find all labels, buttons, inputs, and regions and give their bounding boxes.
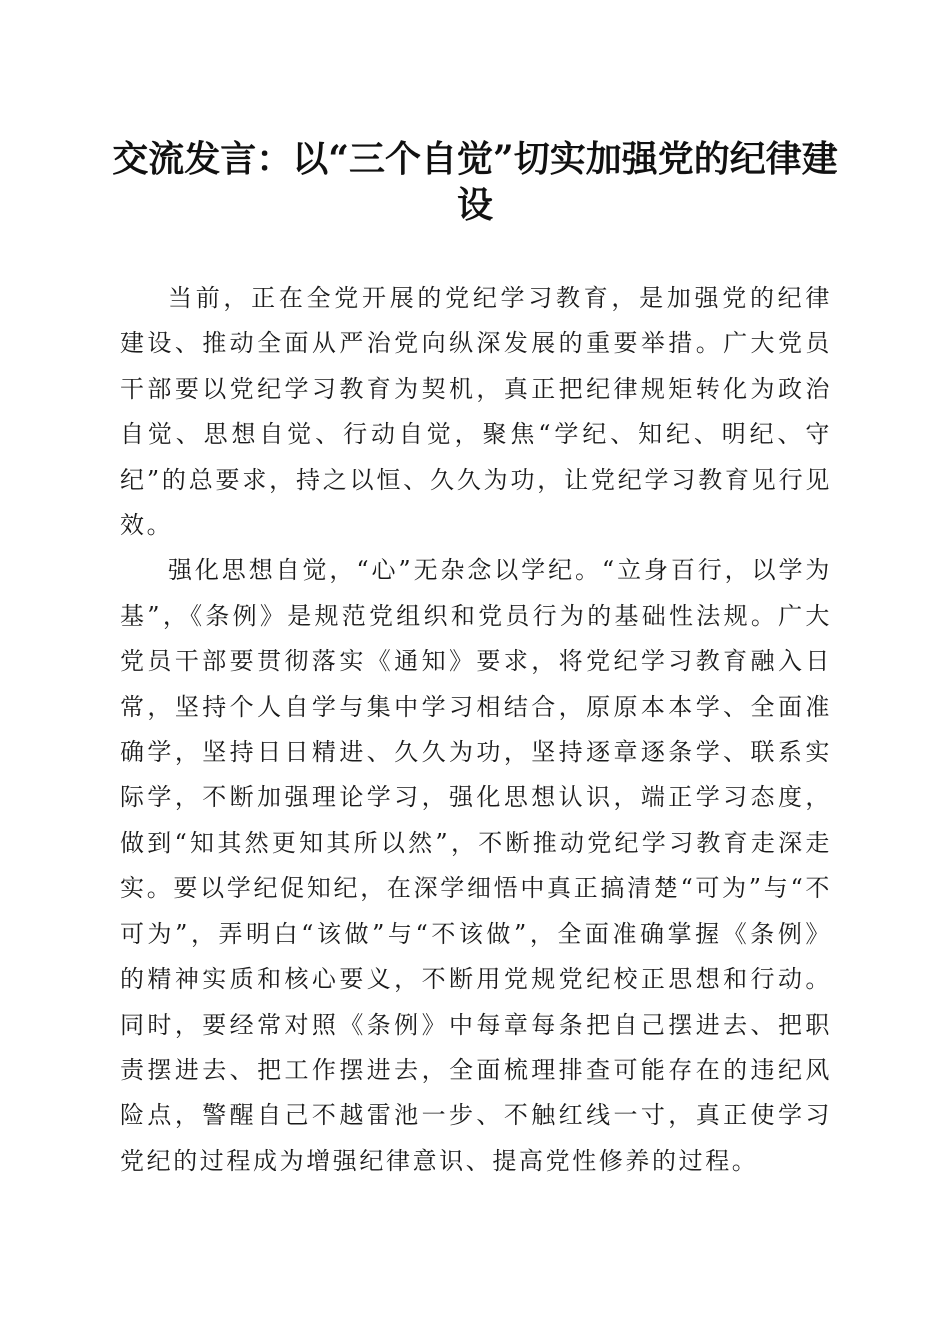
paragraph-thought-consciousness: 强化思想自觉，“心”无杂念以学纪。“立身百行，以学为基”，《条例》是规范党组织和党员行为的基础性法规。广大党员干部要贯彻落实《通知》要求，将党纪学习教育融入日常，坚持个人自学与集中学习相结合，原原本本学、全面准确学，坚持日日精进、久久为功，坚持逐章逐条学、联系实际学，不断加强理论学习，强化思想认识，端正学习态度，做到“知其然更知其所以然”，不断推动党纪学习教育走深走实。要以学纪促知纪，在深学细悟中真正搞清楚“可为”与“不可为”，弄明白“该做”与“不该做”，全面准确掌握《条例》的精神实质和核心要义，不断用党规党纪校正思想和行动。同时，要经常对照《条例》中每章每条把自己摆进去、把职责摆进去、把工作摆进去，全面梳理排查可能存在的违纪风险点，警醒自己不越雷池一步、不触红线一寸，真正使学习党纪的过程成为增强纪律意识、提高党性修养的过程。: [120, 556, 832, 1175]
document-body: [120, 276, 832, 1184]
document-title: 交流发言：以“三个自觉”切实加强党的纪律建设: [112, 138, 838, 226]
paragraph-intro: 当前，正在全党开展的党纪学习教育，是加强党的纪律建设、推动全面从严治党向纵深发展的重要举措。广大党员干部要以党纪学习教育为契机，真正把纪律规矩转化为政治自觉、思想自觉、行动自觉，聚焦“学纪、知纪、明纪、守纪”的总要求，持之以恒、久久为功，让党纪学习教育见行见效。: [120, 284, 832, 540]
